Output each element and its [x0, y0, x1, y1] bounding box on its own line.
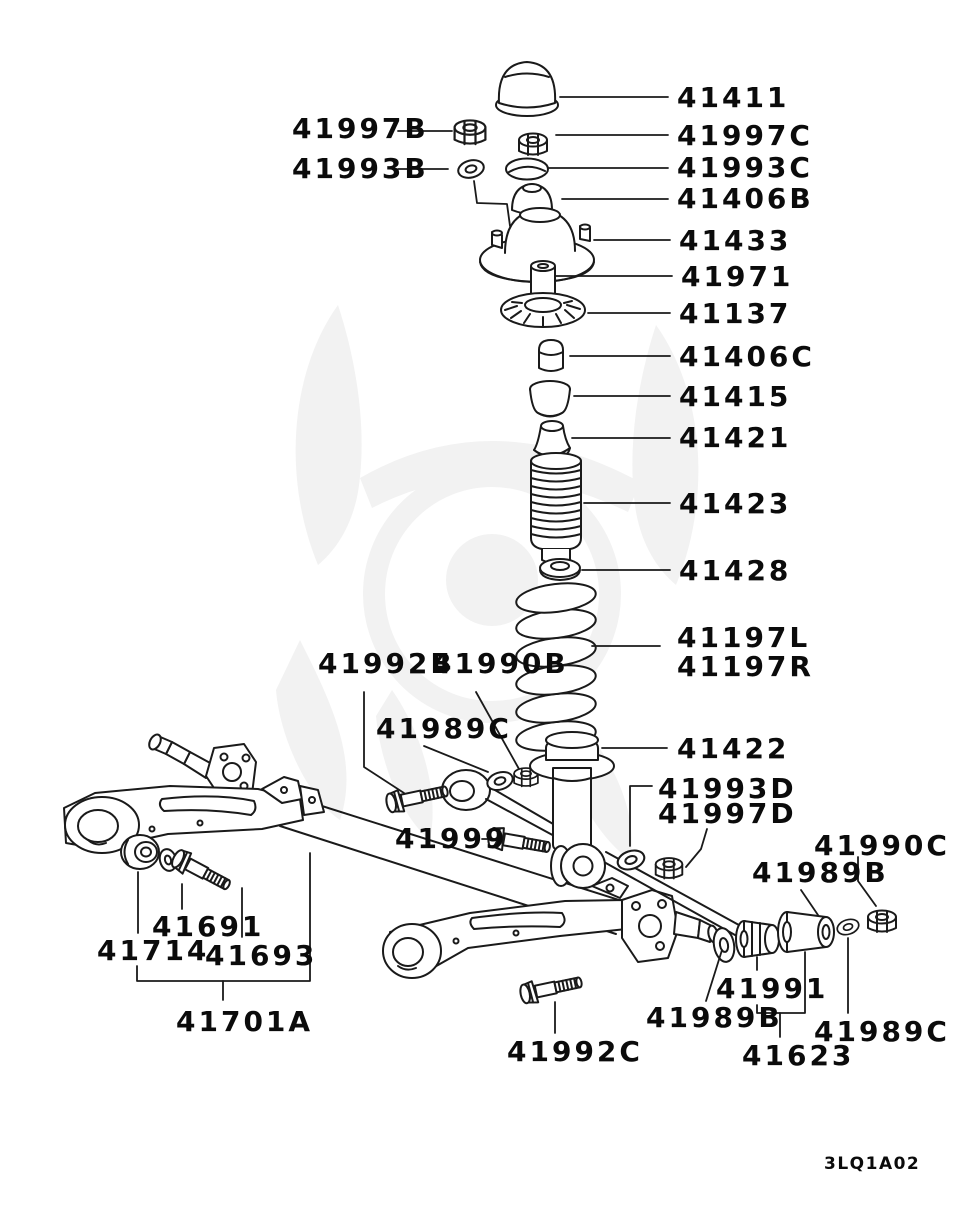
spring-seat-41137 [501, 293, 585, 327]
nut-41997b [455, 120, 486, 144]
part-label-41990b-17: 41990B [432, 647, 569, 680]
spindle-washer [711, 927, 737, 964]
part-label-41989c-31: 41989C [814, 1015, 950, 1048]
washer-41428 [540, 559, 580, 580]
right-trailing-arm [383, 878, 719, 978]
part-label-41992c-32: 41992C [507, 1035, 643, 1068]
part-label-41989b-24: 41989B [752, 856, 889, 889]
background-watermark [276, 305, 698, 860]
left-trailing-arm [64, 733, 324, 853]
part-label-41989b-30: 41989B [646, 1001, 783, 1034]
nut-41990c [868, 911, 896, 933]
nut-41997d [656, 858, 683, 878]
arm-pivot-bushing-41691 [121, 835, 159, 869]
cap-41411 [496, 62, 558, 116]
drawing-code: 3LQ1A02 [824, 1154, 921, 1174]
part-label-41991-29: 41991 [716, 972, 829, 1005]
part-label-41197r-15: 41197R [677, 650, 814, 683]
part-label-41993d-20: 41993D [658, 772, 797, 805]
part-label-41433-6: 41433 [679, 224, 792, 257]
part-label-41693-27: 41693 [205, 939, 318, 972]
part-label-41623-33: 41623 [742, 1039, 855, 1072]
part-label-41406c-9: 41406C [679, 340, 815, 373]
part-label-41137-8: 41137 [679, 297, 792, 330]
part-label-41971-7: 41971 [681, 260, 794, 293]
part-label-41714-26: 41714 [97, 934, 210, 967]
part-label-41411-0: 41411 [677, 81, 790, 114]
part-label-41999-22: 41999 [395, 822, 508, 855]
nut-41997c [519, 134, 547, 156]
bump-stopper-41421 [534, 421, 570, 457]
cup-41415 [530, 381, 570, 417]
sleeve-41623 [778, 912, 834, 952]
part-label-41197l-14: 41197L [677, 621, 811, 654]
part-label-41992b-16: 41992B [318, 647, 455, 680]
bolt-41693 [169, 847, 234, 896]
part-label-41406b-5: 41406B [677, 182, 814, 215]
bushing-41991 [736, 921, 779, 957]
washer-41993c [506, 159, 548, 180]
bump-cushion-41406c [539, 340, 563, 371]
part-label-41997b-1: 41997B [292, 112, 429, 145]
dust-cover-41423 [531, 453, 581, 564]
part-label-41997c-2: 41997C [677, 119, 813, 152]
part-label-41993c-4: 41993C [677, 151, 813, 184]
part-label-41701a-28: 41701A [176, 1005, 314, 1038]
part-label-41428-13: 41428 [679, 554, 792, 587]
part-label-41423-12: 41423 [679, 487, 792, 520]
part-label-41990c-23: 41990C [814, 829, 950, 862]
part-label-41421-11: 41421 [679, 421, 792, 454]
bolt-41992c [519, 971, 584, 1005]
washer-41989c-bottom [835, 917, 860, 938]
part-label-41993b-3: 41993B [292, 152, 429, 185]
part-label-41997d-21: 41997D [658, 797, 797, 830]
part-label-41422-19: 41422 [677, 732, 790, 765]
part-label-41691-25: 41691 [152, 910, 265, 943]
part-label-41415-10: 41415 [679, 380, 792, 413]
washer-41993b [456, 158, 485, 181]
part-label-41989c-18: 41989C [376, 712, 512, 745]
